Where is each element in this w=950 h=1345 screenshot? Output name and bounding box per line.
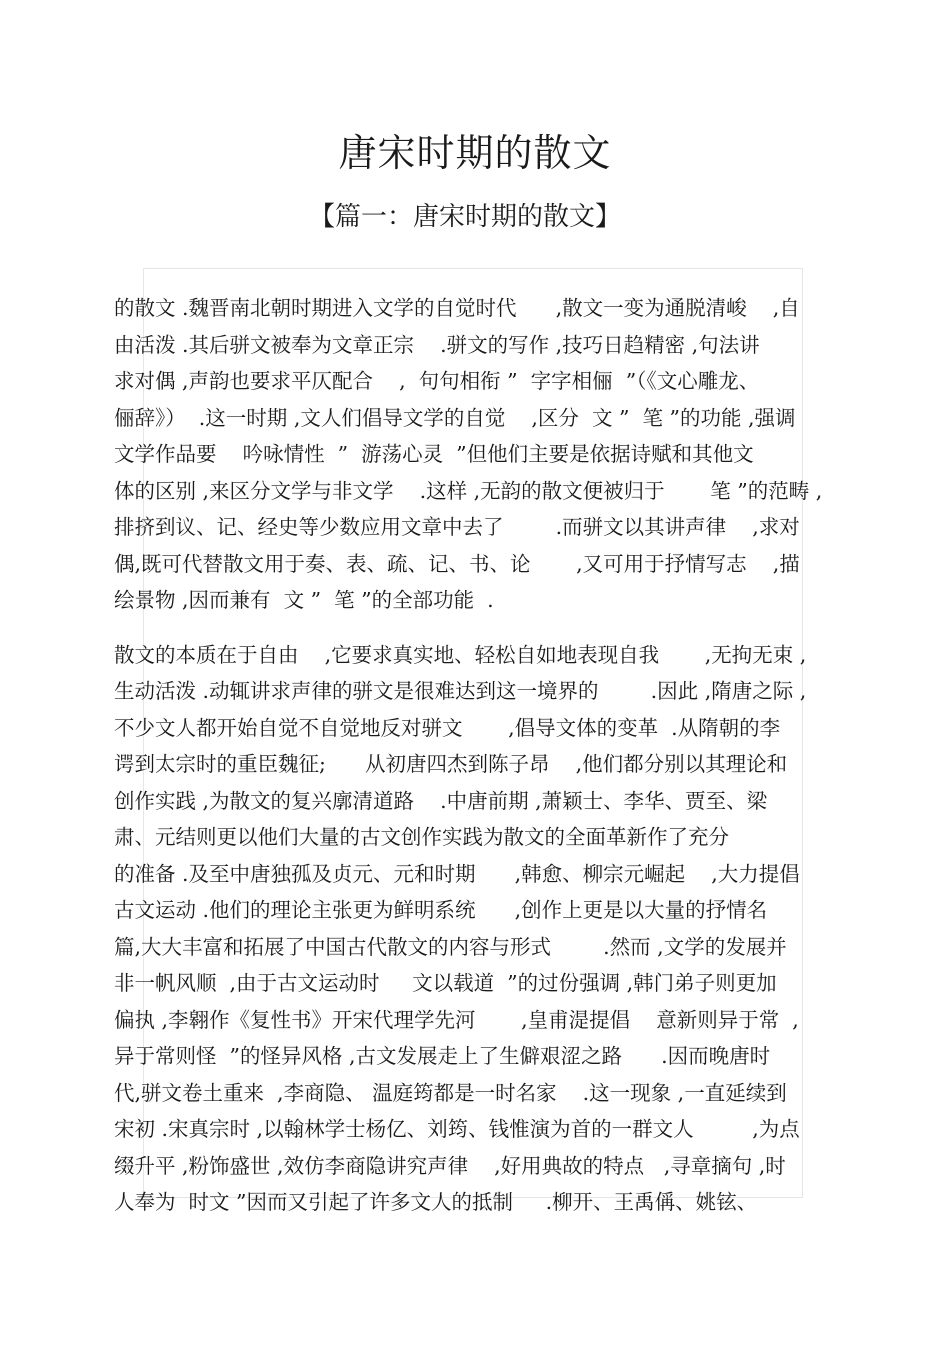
paragraph-line: 代,骈文卷土重来 ,李商隐、 温庭筠都是一时名家 .这一现象 ,一直延续到 [114,1080,787,1105]
paragraph-line: 谔到太宗时的重臣魏征; 从初唐四杰到陈子昂 ,他们都分别以其理论和 [114,752,788,776]
paragraph-line: 求对偶 ,声韵也要求平仄配合 , 句句相衔 ” 字字相俪 ”（《文心雕龙、 [114,369,760,393]
paragraph [114,290,844,619]
paragraph-line: 古文运动 .他们的理论主张更为鲜明系统 ,创作上更是以大量的抒情名 [114,898,768,922]
paragraph-line: 人奉为 时文 ”因而又引起了许多文人的抵制 .柳开、王禹偁、姚铉、 [114,1190,758,1214]
paragraph [114,637,844,1221]
article-body [114,290,844,1239]
paragraph-line: 生动活泼 .动辄讲求声律的骈文是很难达到这一境界的 .因此 ,隋唐之际 , [114,679,807,703]
paragraph-line: 偶,既可代替散文用于奏、表、疏、记、书、论 ,又可用于抒情写志 ,描 [114,551,800,576]
paragraph-line: 的散文 .魏晋南北朝时期进入文学的自觉时代 ,散文一变为通脱清峻 ,自 [114,296,800,320]
paragraph-line: 篇,大大丰富和拓展了中国古代散文的内容与形式 .然而 ,文学的发展并 [114,934,787,959]
paragraph-line: 肃、元结则更以他们大量的古文创作实践为散文的全面革新作了充分 [114,825,729,849]
section-heading: 【篇一：唐宋时期的散文】 [308,202,621,232]
paragraph-line: 排挤到议、记、经史等少数应用文章中去了 .而骈文以其讲声律 ,求对 [114,515,800,539]
paragraph-line: 文学作品要 吟咏情性 ” 游荡心灵 ”但他们主要是依据诗赋和其他文 [114,442,754,466]
paragraph-line: 非一帆风顺 ,由于古文运动时 文以载道 ”的过份强调 ,韩门弟子则更加 [114,971,777,995]
paragraph-line: 不少文人都开始自觉不自觉地反对骈文 ,倡导文体的变革 .从隋朝的李 [114,715,781,740]
paragraph-line: 创作实践 ,为散文的复兴廓清道路 .中唐前期 ,萧颖士、李华、贾至、梁 [114,788,768,813]
paragraph-line: 的准备 .及至中唐独孤及贞元、元和时期 ,韩愈、柳宗元崛起 ,大力提倡 [114,861,800,886]
paragraph-line: 缀升平 ,粉饰盛世 ,效仿李商隐讲究声律 ,好用典故的特点 ,寻章摘句 ,时 [114,1153,786,1178]
paragraph-line: 由活泼 .其后骈文被奉为文章正宗 .骈文的写作 ,技巧日趋精密 ,句法讲 [114,332,760,357]
paragraph-line: 偏执 ,李翱作《复性书》开宋代理学先河 ,皇甫湜提倡 意新则异于常 , [114,1007,799,1032]
page-title: 唐宋时期的散文 [338,131,612,175]
paragraph-line: 体的区别 ,来区分文学与非文学 .这样 ,无韵的散文便被归于 笔 ”的范畴 , [114,478,823,503]
paragraph-line: 异于常则怪 ”的怪异风格 ,古文发展走上了生僻艰涩之路 .因而晚唐时 [114,1044,771,1068]
paragraph-line: 俪辞》） .这一时期 ,文人们倡导文学的自觉 ,区分 文 ” 笔 ”的功能 ,强调 [114,405,796,430]
paragraph-line: 绘景物 ,因而兼有 文 ” 笔 ”的全部功能 . [114,588,494,612]
paragraph-line: 散文的本质在于自由 ,它要求真实地、轻松自如地表现自我 ,无拘无束 , [114,642,807,667]
paragraph-line: 宋初 .宋真宗时 ,以翰林学士杨亿、刘筠、钱惟演为首的一群文人 ,为点 [114,1117,800,1141]
